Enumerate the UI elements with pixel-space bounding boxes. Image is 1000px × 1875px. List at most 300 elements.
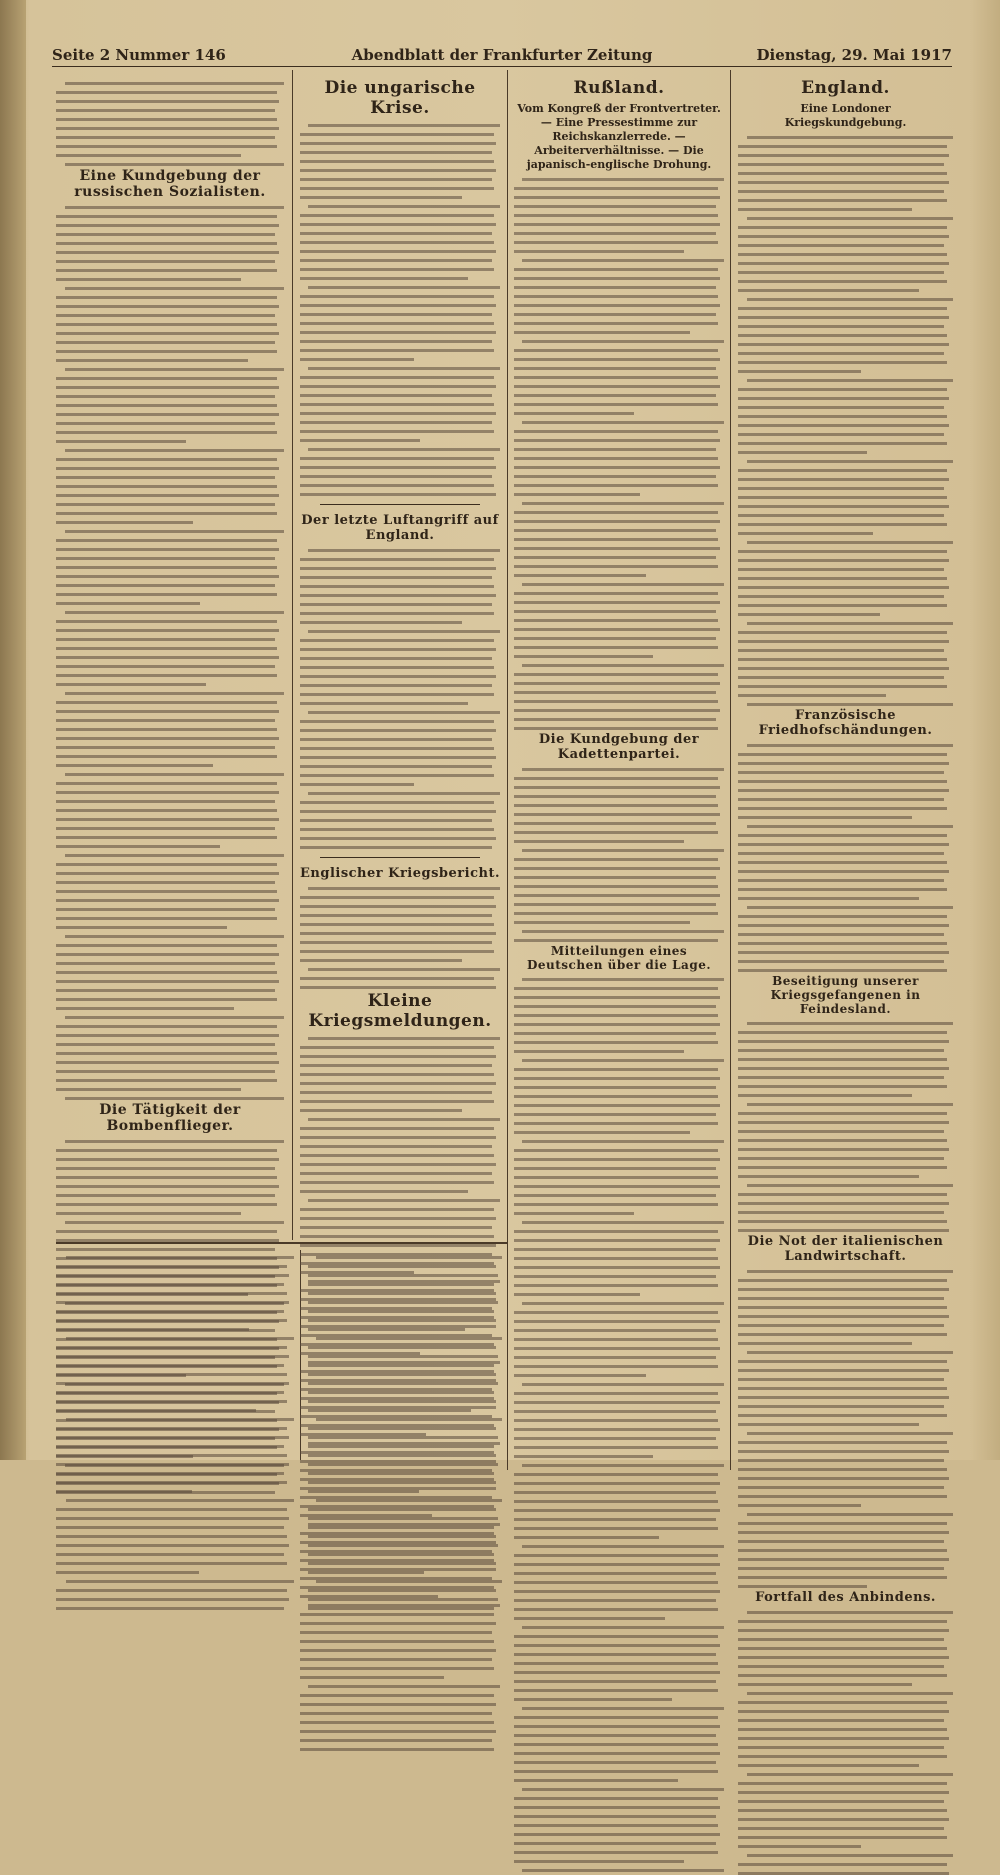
text-line [56,1007,234,1010]
text-line [56,998,277,1001]
text-line [56,827,275,830]
text-line [514,286,716,289]
text-line [300,322,494,325]
headline: Mitteilungen eines Deutschen über die Lage. [526,944,712,972]
text-line [738,1638,944,1641]
text-line [56,1463,289,1466]
text-line [308,1481,496,1484]
text-line [514,547,720,550]
text-line [56,1607,284,1610]
text-line [514,1113,716,1116]
text-line [738,1279,947,1282]
text-line [514,1581,718,1584]
text-line [514,574,646,577]
text-line [514,439,720,442]
text-line [738,406,944,409]
text-line [300,756,496,759]
text-line [514,214,718,217]
text-line [738,789,949,792]
text-line [738,262,949,265]
text-line [56,746,275,749]
text-line [738,852,944,855]
text-line [738,154,949,157]
text-line [56,1230,277,1233]
text-line [738,1620,947,1623]
text-line [747,825,953,828]
text-line [308,367,500,370]
text-line [66,1337,294,1340]
text-line [56,764,213,767]
text-line [514,795,716,798]
text-line [308,1508,496,1511]
column-2 [300,76,500,1238]
text-line [56,1167,275,1170]
text-line [65,449,284,452]
text-line [56,1535,287,1538]
text-line [738,1058,947,1061]
text-line [738,1297,944,1300]
text-line [308,1310,494,1313]
text-line [738,361,947,364]
text-line [308,448,500,451]
text-line [300,959,462,962]
text-line [522,1464,724,1467]
text-line [738,1737,949,1740]
text-line [300,1676,444,1679]
text-line [514,331,690,334]
text-line [522,930,724,933]
text-line [514,1491,716,1494]
text-line [56,404,277,407]
text-line [300,1145,492,1148]
text-line [514,987,718,990]
text-line [514,1041,718,1044]
text-line [56,431,277,434]
text-line [514,840,684,843]
text-line [738,1202,949,1205]
text-line [300,1730,496,1733]
text-line [514,1023,720,1026]
text-line [514,565,718,568]
text-line [56,566,277,569]
text-line [56,521,193,524]
text-line [308,792,500,795]
text-line [65,854,284,857]
text-line [514,637,716,640]
text-line [300,277,468,280]
text-line [308,1301,498,1304]
text-line [65,692,284,695]
text-line [56,341,275,344]
text-line [56,1212,241,1215]
text-line [300,594,496,597]
text-line [308,1199,500,1202]
text-line [514,1473,718,1476]
text-line [738,1166,947,1169]
text-line [514,385,720,388]
text-line [514,876,716,879]
text-line [514,1680,716,1683]
text-line [738,1405,944,1408]
text-line [738,496,947,499]
text-line [514,601,720,604]
text-line [300,896,494,899]
text-line [738,897,919,900]
text-line [738,915,947,918]
text-line [514,1239,720,1242]
text-line [300,585,494,588]
text-line [738,924,949,927]
text-line [514,1149,718,1152]
text-line [738,172,947,175]
text-line [738,181,949,184]
text-line [56,1571,199,1574]
text-line [56,1544,289,1547]
text-line [514,367,716,370]
text-line [514,1311,718,1314]
text-line [514,777,718,780]
text-line [308,286,500,289]
text-line [514,277,720,280]
text-line [738,951,949,954]
text-line [738,478,949,481]
text-line [300,475,492,478]
text-line [308,887,500,890]
text-line [300,558,494,561]
text-line [308,1589,496,1592]
text-line [514,858,718,861]
text-line [56,1481,287,1484]
text-line [300,1703,496,1706]
text-line [56,710,279,713]
text-line [56,647,277,650]
text-line [738,235,949,238]
text-line [738,1315,949,1318]
text-line [308,1445,494,1448]
text-line [514,1158,720,1161]
text-line [56,836,277,839]
text-line [56,1052,277,1055]
text-line [308,1400,496,1403]
text-line [300,268,494,271]
text-line [300,729,496,732]
text-line [300,178,492,181]
text-line [300,1658,492,1661]
text-line [738,163,944,166]
text-line [514,1761,716,1764]
text-line [300,1613,494,1616]
text-line [738,316,949,319]
text-line [514,673,718,676]
text-line [738,469,947,472]
text-line [56,602,200,605]
text-line [738,1683,912,1686]
text-line [300,196,462,199]
text-line [300,358,414,361]
text-line [56,278,241,281]
text-line [65,1140,284,1143]
text-line [738,1809,947,1812]
text-line [56,377,277,380]
text-line [56,1517,289,1520]
text-line [514,592,718,595]
text-line [514,430,718,433]
text-line [514,1365,718,1368]
text-line [300,603,492,606]
text-line [738,1229,949,1232]
text-line [300,250,496,253]
feuilleton-column-2 [308,1250,502,1460]
text-line [747,703,953,706]
text-line [300,1217,496,1220]
text-line [56,1508,287,1511]
text-line [300,648,496,651]
text-line [747,1513,953,1516]
text-line [514,196,720,199]
text-line [56,467,279,470]
text-line [747,379,953,382]
text-line [300,1694,494,1697]
text-line [738,1629,949,1632]
text-line [738,577,947,580]
text-line [514,1671,720,1674]
text-line [300,1712,492,1715]
text-line [738,1211,944,1214]
text-line [514,1608,718,1611]
text-line [522,1545,724,1548]
text-line [738,1665,944,1668]
text-line [514,1131,690,1134]
text-line [514,646,718,649]
text-line [514,804,718,807]
text-line [738,1701,947,1704]
text-line [56,1319,287,1322]
text-line [300,977,494,980]
text-line [738,870,949,873]
text-line [514,619,718,622]
text-line [738,532,873,535]
subheadline: Eine Londoner Kriegskundgebung. [784,102,907,129]
text-line [308,1409,471,1412]
text-line [747,1351,953,1354]
text-line [514,655,653,658]
text-line [514,1743,718,1746]
text-line [738,451,867,454]
text-line [300,738,492,741]
text-line [738,487,944,490]
text-line [522,1059,724,1062]
text-line [300,349,494,352]
text-line [308,1037,500,1040]
text-line [738,1522,947,1525]
text-line [56,674,277,677]
text-line [514,1509,720,1512]
text-line [514,466,720,469]
text-line [522,1707,724,1710]
text-line [747,1270,953,1273]
text-line [56,872,279,875]
text-line [56,899,279,902]
text-line [316,1580,502,1583]
text-line [56,683,206,686]
text-line [300,331,496,334]
text-line [56,1346,287,1349]
text-line [316,1499,502,1502]
text-line [514,786,720,789]
text-line [514,1338,718,1341]
text-line [514,1644,720,1647]
text-line [514,1770,718,1773]
text-line [308,1118,500,1121]
column-3 [514,76,724,1450]
text-line [56,109,275,112]
text-line [738,1800,944,1803]
text-line [514,921,690,924]
text-line [300,214,494,217]
text-line [56,1274,289,1277]
text-line [738,1342,912,1345]
text-line [56,1043,275,1046]
text-line [300,905,496,908]
text-line [300,914,492,917]
text-line [56,1203,277,1206]
headline: Die ungarische Krise. [324,78,476,118]
text-line [308,1544,498,1547]
text-line [514,1563,720,1566]
headline: Die Kundgebung der Kadettenpartei. [538,732,700,762]
text-line [300,1649,496,1652]
text-line [514,1203,718,1206]
text-line [56,332,279,335]
text-line [300,385,496,388]
text-line [56,440,186,443]
text-line [738,1845,861,1848]
text-line [56,845,220,848]
text-line [514,1185,720,1188]
header-page-number: Seite 2 Nummer 146 [52,46,226,64]
text-line [738,861,947,864]
text-line [56,917,277,920]
text-line [514,1653,716,1656]
text-line [738,1764,919,1767]
page-binding [0,0,26,1460]
text-line [738,1130,944,1133]
text-line [300,187,494,190]
text-line [738,1728,947,1731]
text-line [65,82,284,85]
text-line [514,520,720,523]
text-line [738,424,949,427]
text-line [56,359,248,362]
text-line [747,298,953,301]
text-line [738,1193,947,1196]
text-line [747,1692,953,1695]
text-line [65,1016,284,1019]
text-line [65,1097,284,1100]
text-line [514,996,720,999]
text-line [738,1094,912,1097]
text-line [56,395,275,398]
text-line [514,1698,672,1701]
text-line [738,226,947,229]
text-line [514,1320,720,1323]
text-line [300,1064,492,1067]
text-line [56,1472,284,1475]
text-line [56,1409,256,1412]
feuilleton-column-1 [56,1250,294,1460]
text-line [56,1265,287,1268]
text-line [522,849,724,852]
text-line [308,205,500,208]
text-line [738,568,944,571]
text-line [56,1355,289,1358]
text-line [308,124,500,127]
text-line [514,457,718,460]
text-line [56,1176,277,1179]
text-line [56,755,277,758]
text-line [514,1122,718,1125]
text-line [738,1486,944,1489]
text-line [56,539,277,542]
text-line [56,91,277,94]
text-line [56,980,279,983]
text-line [56,100,279,103]
text-line [514,1554,718,1557]
text-line [308,1355,498,1358]
text-line [738,550,947,553]
column-rule [292,70,293,1240]
text-line [56,1454,287,1457]
text-line [514,349,718,352]
text-line [300,666,494,669]
text-line [747,136,953,139]
text-line [514,1356,716,1359]
text-line [514,1599,716,1602]
text-line [308,1535,496,1538]
text-line [747,1184,953,1187]
text-line [514,1860,684,1863]
text-line [522,259,724,262]
text-line [56,494,279,497]
text-line [300,747,494,750]
text-line [300,837,496,840]
text-line [514,1401,720,1404]
headline: Fortfall des Anbindens. [755,1590,936,1605]
text-line [56,944,277,947]
text-line [738,505,949,508]
text-line [514,304,720,307]
text-line [300,169,496,172]
text-line [300,412,496,415]
text-line [738,1369,949,1372]
text-line [56,269,277,272]
text-line [56,719,275,722]
text-line [56,154,241,157]
text-line [514,831,718,834]
text-line [738,1558,949,1561]
text-line [56,1436,289,1439]
text-line [300,675,496,678]
text-line [300,133,494,136]
text-line [56,1598,289,1601]
text-line [300,819,492,822]
text-line [56,1589,287,1592]
text-line [738,1746,944,1749]
text-line [738,271,944,274]
text-line [514,403,718,406]
text-line [56,242,277,245]
text-line [738,649,944,652]
